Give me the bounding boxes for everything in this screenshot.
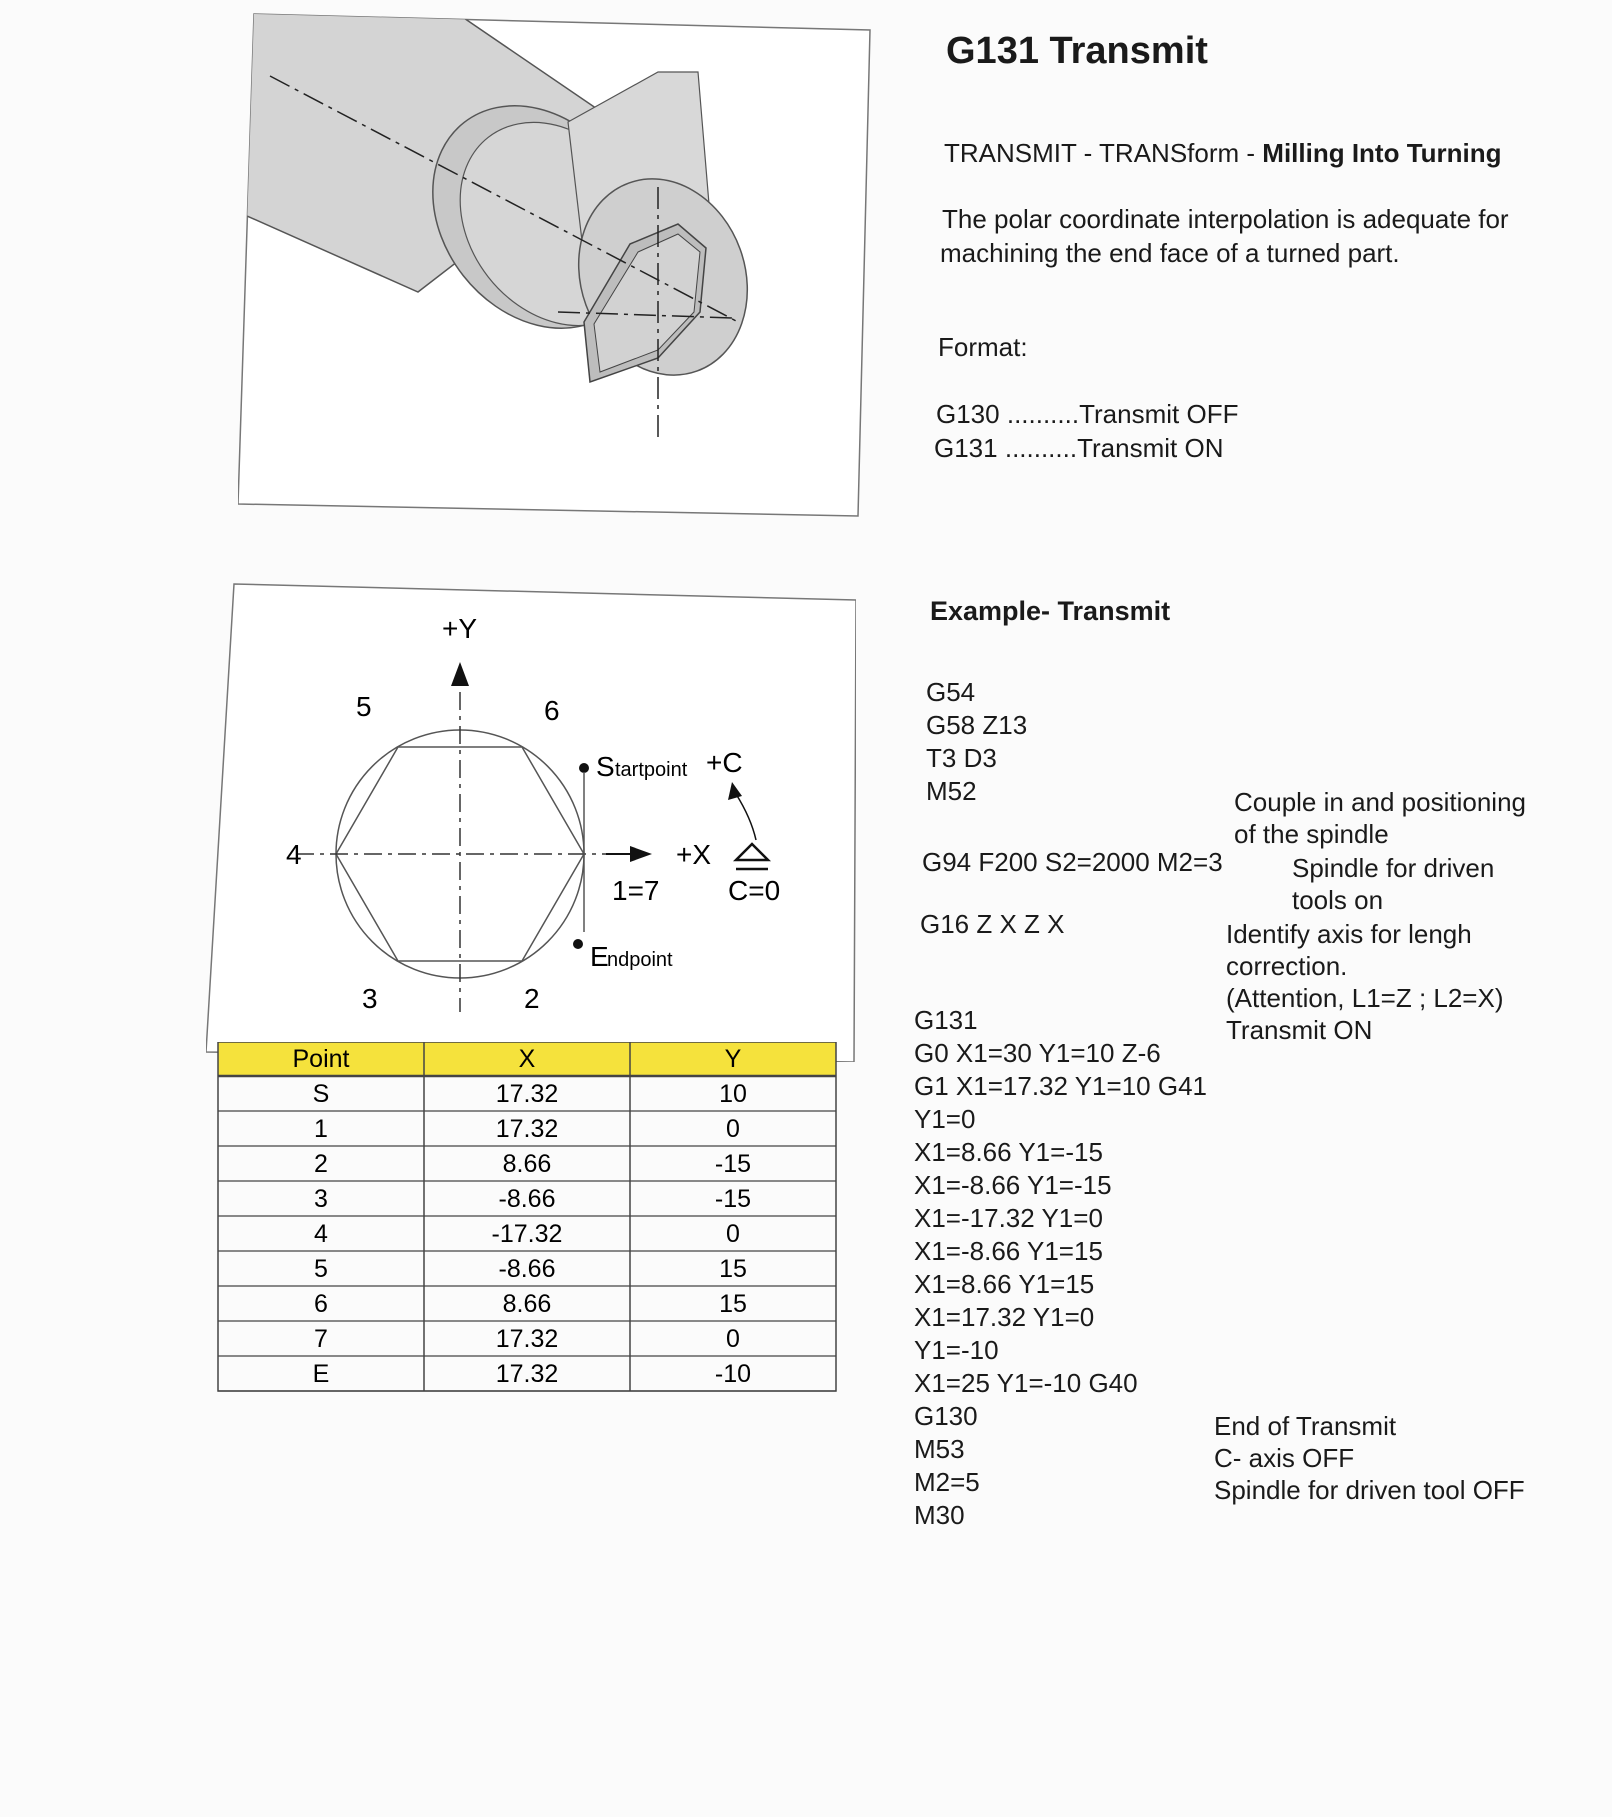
code-line: G130 [914,1401,978,1431]
note-end [1214,1410,1525,1506]
code-line: M53 [914,1434,965,1464]
format-g130 [936,398,1238,431]
code-line: G0 X1=30 Y1=10 Z-6 [914,1038,1161,1068]
note-line: Couple in and positioning [1234,787,1526,817]
table-cell: 1 [314,1115,328,1143]
note-line: Transmit ON [1226,1015,1373,1045]
note-line: Spindle for driven [1292,853,1495,883]
table-cell: 0 [726,1325,740,1353]
code-g94: G94 F200 S2=2000 M2=3 [922,847,1223,877]
code-line: X1=8.66 Y1=15 [914,1269,1095,1299]
code-line: X1=25 Y1=-10 G40 [914,1368,1138,1398]
table-cell: 15 [719,1290,747,1318]
plus-y-label: +Y [442,613,478,644]
table-cell: 6 [314,1290,328,1318]
table-cell: 17.32 [495,1325,559,1353]
table-cell: 8.66 [502,1150,552,1178]
endpoint-label-small: ndpoint [607,949,673,971]
code-line: Y1=0 [914,1104,976,1134]
startpoint-label-small: tartpoint [615,759,688,781]
plus-c-label: +C [706,747,743,778]
one-eq-seven-label: 1=7 [612,875,660,906]
format-text: Transmit OFF [1079,399,1239,429]
label-6: 6 [544,695,560,726]
code-line: G54 [926,677,976,707]
format-dots: .......... [1006,399,1080,429]
table-header-cell: X [518,1045,536,1073]
code-line: M52 [926,776,977,806]
table-cell: -8.66 [498,1185,556,1213]
table-cell: -8.66 [498,1255,556,1283]
example-block-1 [926,676,1027,808]
note-line: (Attention, L1=Z ; L2=X) [1226,983,1504,1013]
code-line: M2=5 [914,1467,980,1497]
plus-x-label: +X [676,839,712,870]
startpoint-label-big: S [596,751,615,782]
format-label: Format: [938,332,1028,362]
table-cell: E [312,1360,330,1388]
description-line-2: machining the end face of a turned part. [940,238,1400,268]
note-identify [1226,918,1504,1046]
table-cell: 10 [719,1080,747,1108]
example-title: Example- Transmit [930,596,1171,626]
note-line: of the spindle [1234,819,1389,849]
table-header-cell: Point [292,1045,350,1073]
note-spindle [1292,852,1494,916]
code-line: X1=-17.32 Y1=0 [914,1203,1103,1233]
code-line: Y1=-10 [914,1335,999,1365]
table-cell: 7 [314,1325,328,1353]
label-5: 5 [356,691,372,722]
note-line: Spindle for driven tool OFF [1214,1475,1525,1505]
label-2: 2 [524,983,540,1014]
format-g131 [934,432,1223,465]
page-title: G131 Transmit [946,30,1208,72]
code-line: M30 [914,1500,965,1530]
table-cell: 5 [314,1255,328,1283]
note-line: End of Transmit [1214,1411,1397,1441]
note-line: correction. [1226,951,1348,981]
polar-diagram [206,582,856,1062]
code-line: T3 D3 [926,743,997,773]
table-cell: 8.66 [502,1290,552,1318]
label-3: 3 [362,983,378,1014]
note-line: tools on [1292,885,1384,915]
format-text: Transmit ON [1077,433,1224,463]
table-cell: 3 [314,1185,328,1213]
format-code: G130 [936,399,1000,429]
subtitle-bold: Milling Into Turning [1262,138,1502,168]
table-cell: 17.32 [495,1360,559,1388]
code-line: G58 Z13 [926,710,1028,740]
table-cell: 2 [314,1150,328,1178]
table-cell: -15 [714,1150,752,1178]
shaft-illustration [238,12,874,518]
table-cell: 17.32 [495,1115,559,1143]
points-table [206,1042,856,1402]
endpoint-label-big: E [590,941,609,972]
subtitle-prefix: TRANSMIT - TRANSform - [944,138,1263,168]
label-4: 4 [286,839,302,870]
table-header-cell: Y [724,1045,742,1073]
note-line: Identify axis for lengh [1226,919,1472,949]
code-g16: G16 Z X Z X [920,909,1065,939]
code-line: X1=-8.66 Y1=-15 [914,1170,1112,1200]
table-cell: -10 [714,1360,752,1388]
code-line: X1=8.66 Y1=-15 [914,1137,1103,1167]
format-code: G131 [934,433,998,463]
subtitle [944,138,1502,169]
table-cell: 4 [314,1220,328,1248]
table-cell: -17.32 [491,1220,563,1248]
format-dots: .......... [1004,433,1078,463]
table-cell: -15 [714,1185,752,1213]
code-line: X1=-8.66 Y1=15 [914,1236,1103,1266]
c-zero-label: C=0 [728,875,781,906]
table-cell: S [312,1080,330,1108]
example-block-2 [914,1004,1207,1532]
code-line: G1 X1=17.32 Y1=10 G41 [914,1071,1207,1101]
code-line: X1=17.32 Y1=0 [914,1302,1095,1332]
code-line: G131 [914,1005,978,1035]
transmit-diagram-frame [206,582,856,1422]
note-couple [1234,786,1526,850]
table-cell: 15 [719,1255,747,1283]
table-cell: 0 [726,1220,740,1248]
table-cell: 17.32 [495,1080,559,1108]
table-cell: 0 [726,1115,740,1143]
note-line: C- axis OFF [1214,1443,1355,1473]
description-line-1: The polar coordinate interpolation is adequate for [942,204,1509,234]
